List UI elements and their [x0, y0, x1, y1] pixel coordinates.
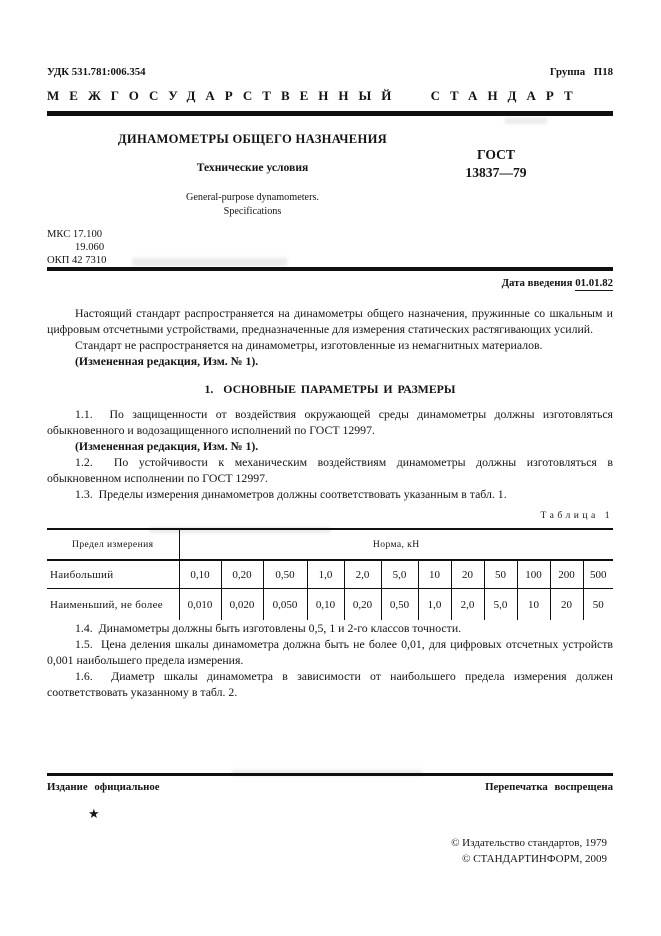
table-cell: 50 [592, 598, 604, 611]
document-title: ДИНАМОМЕТРЫ ОБЩЕГО НАЗНАЧЕНИЯ [117, 132, 388, 146]
table-cell: 10 [418, 560, 451, 589]
copyright-line-1979: © Издательство стандартов, 1979 [451, 837, 607, 849]
table-row-min [47, 589, 613, 621]
intro-paragraph-2: Стандарт не распространяется на динамометры, изготовленные из немагнитных материалов. [75, 338, 543, 352]
mks-code-line1: МКС 17.100 [47, 229, 103, 240]
title-block [60, 132, 445, 219]
separator-rule [47, 267, 613, 271]
amendment-note: (Измененная редакция, Изм. № 1). [75, 354, 259, 368]
gost-designation [440, 146, 552, 182]
udk-code: УДК 531.781:006.354 [47, 66, 146, 78]
introduction-date-label: Дата введения [501, 277, 576, 289]
table-cell: 0,10 [307, 589, 344, 621]
table-cell: 1,0 [307, 560, 344, 589]
table-cell: 0,010 [179, 589, 221, 621]
clause-1-1: 1.1. По защищенности от воздействия окружающей среды динамометры должны изготовляться обыкновенного и водозащищенного исполнений по ГОСТ 12997. [47, 407, 616, 437]
gost-number: 13837—79 [465, 165, 527, 180]
introduction-date-row [47, 277, 613, 289]
clause-1-5: 1.5. Цена деления шкалы динамометра должна быть не более 0,01, для цифровых отсчетных устройств 0,001 наибольшего предела измерения. [47, 637, 616, 667]
title-en-line1: General-purpose dynamometers. [186, 192, 319, 203]
copyright-block [451, 836, 607, 867]
title-en-line2: Specifications [223, 206, 282, 217]
official-edition-label: Издание официальное [47, 781, 160, 793]
table-row-max [47, 560, 613, 589]
row-label: Наименьший, не более [47, 589, 179, 621]
document-title-english [60, 191, 445, 219]
scan-smudge [132, 258, 287, 266]
table-cell: 100 [517, 560, 550, 589]
standard-type-heading: МЕЖГОСУДАРСТВЕННЫЙ СТАНДАРТ [47, 88, 583, 103]
table-cell: 20 [451, 560, 484, 589]
table-cell: 0,50 [381, 589, 418, 621]
column-header-norm: Норма, кН [179, 529, 613, 560]
intro-paragraph-1: Настоящий стандарт распространяется на динамометры общего назначения, пружинные со шкальным и цифровым отсчетными устройствами, предназначенные для измерения статических растягивающих усилий. [47, 306, 616, 336]
group-code: Группа П18 [549, 66, 613, 78]
section-1-title: 1. ОСНОВНЫЕ ПАРАМЕТРЫ И РАЗМЕРЫ [204, 382, 456, 396]
table-cell: 50 [484, 560, 517, 589]
scan-smudge [505, 118, 547, 124]
table-cell: 2,0 [344, 560, 381, 589]
clause-1-2: 1.2. По устойчивости к механическим воздействиям динамометры должны изготовляться в обыкновенном исполнении по ГОСТ 12997. [47, 455, 616, 485]
table-cell: 5,0 [484, 589, 517, 621]
header-rule [47, 111, 613, 116]
table-cell: 20 [550, 589, 583, 621]
column-header-limit: Предел измерения [47, 529, 179, 560]
table-cell: 0,050 [263, 589, 307, 621]
table-1-caption: Таблица 1 [540, 510, 613, 521]
table-cell: 0,20 [344, 589, 381, 621]
table-cell: 0,50 [263, 560, 307, 589]
table-cell: 1,0 [418, 589, 451, 621]
table-header-row [47, 529, 613, 560]
introduction-date-value: 01.01.82 [575, 277, 613, 289]
copyright-line-2009: © СТАНДАРТИНФОРМ, 2009 [462, 852, 607, 865]
table-cell: 5,0 [381, 560, 418, 589]
clause-1-4: 1.4. Динамометры должны быть изготовлены 0,5, 1 и 2-го классов точности. [75, 621, 462, 635]
udk-group-row [47, 66, 613, 78]
gost-label: ГОСТ [477, 147, 515, 162]
footer-row [47, 781, 613, 793]
table-cell: 10 [517, 589, 550, 621]
table-cell: 0,020 [221, 589, 263, 621]
reprint-prohibited-label: Перепечатка воспрещена [485, 781, 613, 793]
table-cell: 0,20 [221, 560, 263, 589]
star-icon: ★ [88, 806, 100, 821]
table-cell: 200 [550, 560, 583, 589]
document-body [47, 305, 616, 700]
footer-rule [47, 773, 613, 776]
document-subtitle: Технические условия [196, 161, 309, 174]
okp-code: ОКП 42 7310 [47, 255, 107, 266]
mks-code-line2: 19.060 [75, 242, 105, 253]
table-cell: 500 [583, 560, 613, 589]
clause-1-1-amendment-note: (Измененная редакция, Изм. № 1). [75, 439, 259, 453]
clause-1-3: 1.3. Пределы измерения динамометров должны соответствовать указанным в табл. 1. [75, 487, 507, 501]
table-cell: 2,0 [451, 589, 484, 621]
table-cell: 0,10 [179, 560, 221, 589]
row-label: Наибольший [47, 560, 179, 589]
classification-codes [47, 228, 106, 267]
clause-1-6: 1.6. Диаметр шкалы динамометра в зависимости от наибольшего предела измерения должен соответствовать указанному в табл. 2. [47, 669, 616, 699]
table-1 [47, 528, 613, 620]
